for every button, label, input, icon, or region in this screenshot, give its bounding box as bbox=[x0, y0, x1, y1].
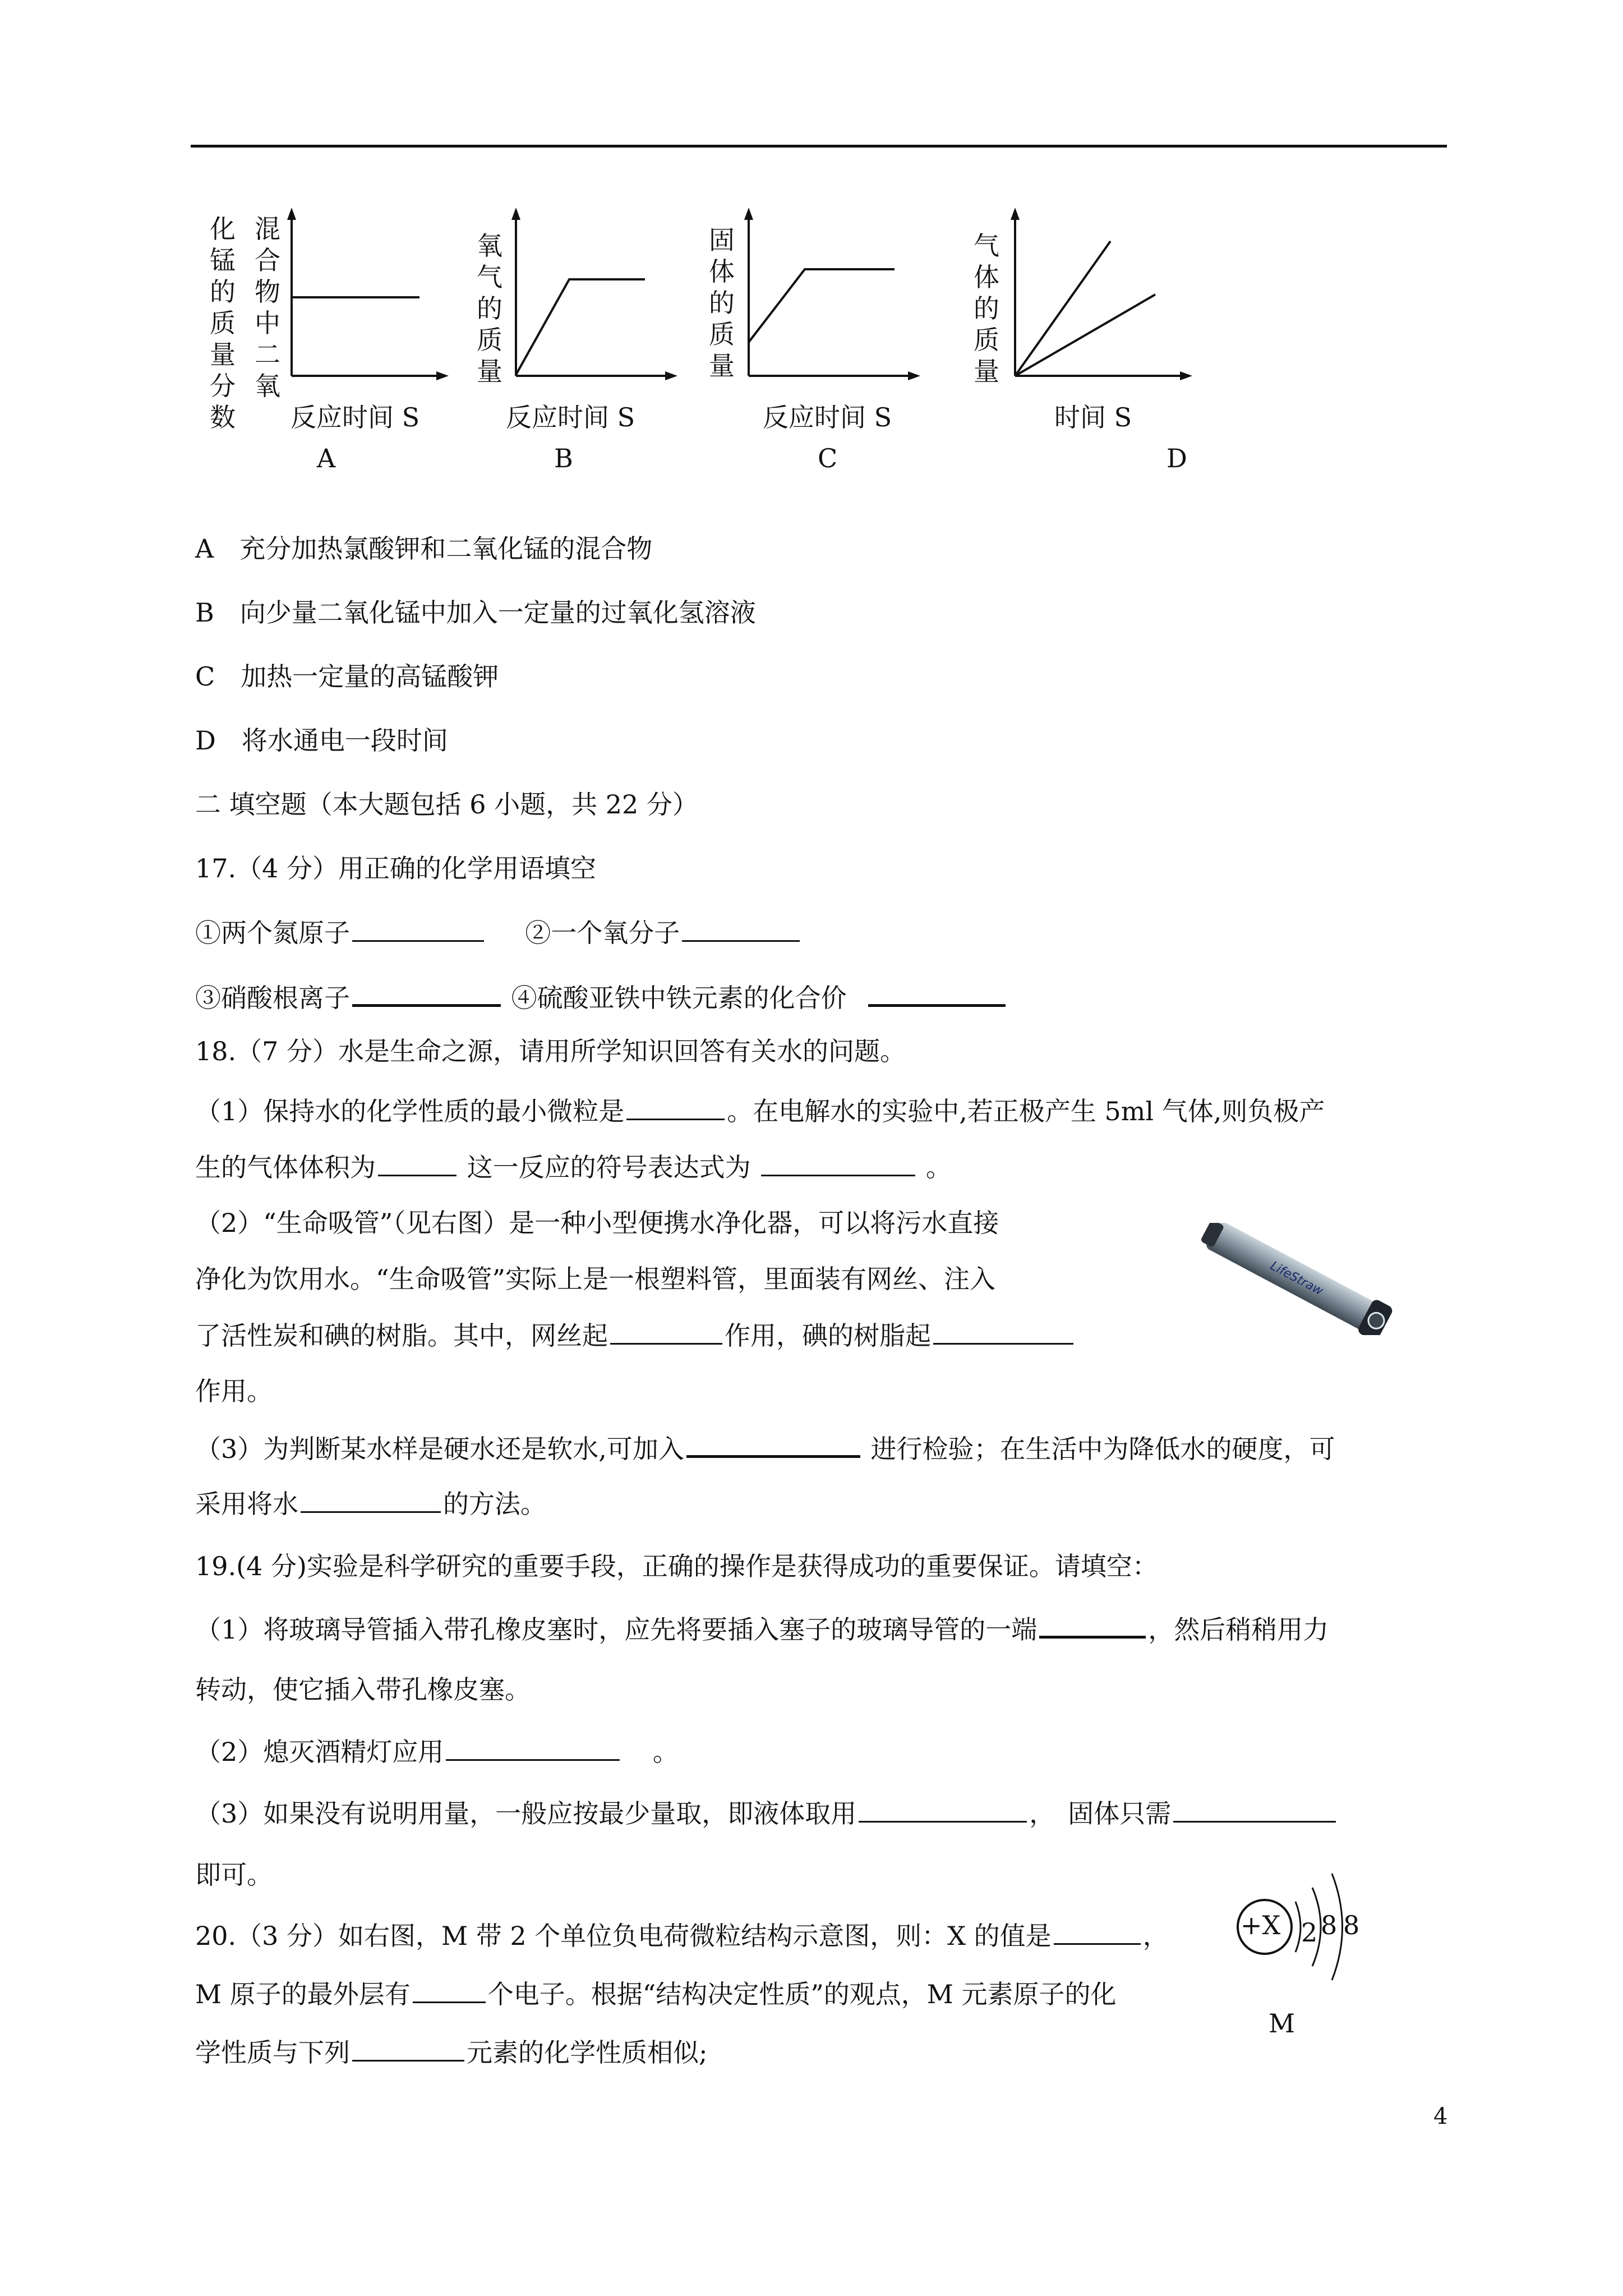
q19-p3a: （3）如果没有说明用量，一般应按最少量取，即液体取用 bbox=[195, 1798, 857, 1829]
q18-p2-line4: 作用。 bbox=[195, 1376, 273, 1406]
lifestraw-brand: LifeStraw bbox=[1267, 1259, 1326, 1299]
graph-c-ylabel: 固体的质量 bbox=[709, 225, 735, 381]
q18-p1d: 这一反应的符号表达式为 bbox=[459, 1152, 751, 1182]
graph-d-ylabel: 气体的质量 bbox=[974, 231, 999, 386]
q17-row1 bbox=[195, 915, 802, 950]
q19-title: 19.(4 分)实验是科学研究的重要手段，正确的操作是获得成功的重要保证。请填空： bbox=[195, 1551, 1158, 1581]
q17-blank2[interactable] bbox=[682, 915, 800, 942]
q20-blank-electrons[interactable] bbox=[413, 1977, 486, 2003]
graph-d-xlabel: 时间 S bbox=[1054, 402, 1132, 432]
graph-c-label: C bbox=[818, 443, 838, 473]
q18-p3-line2 bbox=[195, 1487, 546, 1521]
q19-p3-line2: 即可。 bbox=[195, 1860, 273, 1890]
header-rule bbox=[191, 145, 1447, 148]
q20-p1a: 20.（3 分）如右图，M 带 2 个单位负电荷微粒结构示意图，则：X 的值是 bbox=[195, 1921, 1052, 1951]
q17-title: 17.（4 分）用正确的化学用语填空 bbox=[195, 853, 597, 884]
q18-p2d: 作用，碘的树脂起 bbox=[725, 1320, 931, 1351]
q19-p3b: ， 固体只需 bbox=[1029, 1798, 1172, 1829]
q18-blank-particle[interactable] bbox=[626, 1094, 725, 1120]
q20-p2b: 个电子。根据“结构决定性质”的观点，M 元素原子的化 bbox=[487, 1979, 1117, 2009]
option-b: B 向少量二氧化锰中加入一定量的过氧化氢溶液 bbox=[195, 597, 756, 628]
q18-p1e: 。 bbox=[925, 1152, 952, 1182]
q17-blank1[interactable] bbox=[352, 915, 484, 942]
graph-b-label: B bbox=[554, 443, 573, 473]
atom-shell-3: 8 bbox=[1343, 1910, 1360, 1940]
q18-title: 18.（7 分）水是生命之源，请用所学知识回答有关水的问题。 bbox=[195, 1036, 906, 1066]
q17-item2: ②一个氧分子 bbox=[525, 918, 680, 948]
q20-line2 bbox=[195, 1977, 1117, 2011]
q19-blank-liquid[interactable] bbox=[859, 1796, 1027, 1823]
q18-blank-equation[interactable] bbox=[761, 1150, 915, 1176]
option-a: A 充分加热氯酸钾和二氧化锰的混合物 bbox=[195, 533, 653, 564]
q18-p2c: 了活性炭和碘的树脂。其中，网丝起 bbox=[195, 1320, 608, 1351]
graph-b-plot bbox=[505, 208, 679, 398]
q18-p1-line2 bbox=[195, 1150, 952, 1184]
q18-p2-line2: 净化为饮用水。“生命吸管”实际上是一根塑料管，里面装有网丝、注入 bbox=[195, 1264, 996, 1294]
q18-blank-volume[interactable] bbox=[378, 1150, 457, 1176]
q20-p3a: 学性质与下列 bbox=[195, 2037, 350, 2068]
q18-blank-method[interactable] bbox=[301, 1487, 441, 1513]
q19-p1-line1 bbox=[195, 1611, 1329, 1646]
q19-p1b: ，然后稍稍用力 bbox=[1148, 1614, 1329, 1645]
option-d: D 将水通电一段时间 bbox=[195, 725, 448, 756]
atom-particle-label: M bbox=[1269, 2008, 1295, 2039]
q17-blank4[interactable] bbox=[868, 979, 1006, 1007]
q18-blank-reagent[interactable] bbox=[686, 1430, 860, 1458]
q18-p1c: 生的气体体积为 bbox=[195, 1152, 376, 1182]
q18-p1-line1 bbox=[195, 1094, 1325, 1128]
option-c: C 加热一定量的高锰酸钾 bbox=[195, 661, 499, 692]
q20-p3b: 元素的化学性质相似; bbox=[467, 2037, 708, 2068]
q17-item4: ④硫酸亚铁中铁元素的化合价 bbox=[511, 983, 847, 1013]
graph-d-plot bbox=[1004, 208, 1195, 398]
q19-p3-line1 bbox=[195, 1796, 1338, 1830]
graph-a-ylabel-col2: 混合物中二氧 bbox=[255, 214, 280, 401]
q19-blank-lid[interactable] bbox=[446, 1734, 620, 1761]
q18-p2-line3 bbox=[195, 1318, 1076, 1352]
section-title: 二 填空题（本大题包括 6 小题，共 22 分） bbox=[195, 789, 698, 820]
graph-a-plot bbox=[280, 208, 449, 398]
atom-shell-2: 8 bbox=[1321, 1910, 1338, 1940]
q18-p3d: 的方法。 bbox=[443, 1489, 546, 1519]
q17-item1: ①两个氮原子 bbox=[195, 918, 350, 948]
atom-shell-1: 2 bbox=[1301, 1917, 1318, 1948]
q17-blank3[interactable] bbox=[352, 979, 501, 1007]
q19-p2 bbox=[195, 1734, 679, 1769]
q18-p3b: 进行检验；在生活中为降低水的硬度，可 bbox=[862, 1434, 1335, 1464]
graph-b-ylabel: 氧气的质量 bbox=[477, 231, 502, 386]
q19-p1-line2: 转动，使它插入带孔橡皮塞。 bbox=[195, 1674, 531, 1705]
atom-nucleus: +X bbox=[1241, 1910, 1281, 1940]
graph-a-xlabel: 反应时间 S bbox=[291, 402, 420, 432]
q18-p3a: （3）为判断某水样是硬水还是软水,可加入 bbox=[195, 1434, 684, 1464]
q18-p1b: 。在电解水的实验中,若正极产生 5ml 气体,则负极产 bbox=[727, 1096, 1325, 1126]
q17-item3: ③硝酸根离子 bbox=[195, 983, 350, 1013]
lifestraw-image bbox=[1189, 1223, 1402, 1335]
q19-blank-wet[interactable] bbox=[1039, 1611, 1146, 1639]
graph-a-label: A bbox=[317, 443, 336, 473]
q20-line1 bbox=[195, 1918, 1169, 1953]
q20-p1b: ， bbox=[1142, 1921, 1169, 1951]
q18-blank-resin[interactable] bbox=[933, 1318, 1073, 1345]
q19-blank-solid[interactable] bbox=[1173, 1796, 1336, 1823]
graph-b-xlabel: 反应时间 S bbox=[506, 402, 635, 432]
graph-c-plot bbox=[737, 208, 923, 398]
q20-blank-x[interactable] bbox=[1054, 1918, 1141, 1945]
q18-blank-mesh[interactable] bbox=[610, 1318, 722, 1345]
q18-p2-line1: （2）“生命吸管”（见右图）是一种小型便携水净化器，可以将污水直接 bbox=[195, 1208, 999, 1238]
graph-a-ylabel-col1: 化锰的质量分数 bbox=[210, 214, 236, 432]
q18-p3-line1 bbox=[195, 1430, 1335, 1466]
q20-p2a: M 原子的最外层有 bbox=[195, 1979, 411, 2009]
q19-p2a: （2）熄灭酒精灯应用 bbox=[195, 1737, 444, 1767]
q18-p1a: （1）保持水的化学性质的最小微粒是 bbox=[195, 1096, 625, 1126]
q19-p1a: （1）将玻璃导管插入带孔橡皮塞时，应先将要插入塞子的玻璃导管的一端 bbox=[195, 1614, 1038, 1645]
q19-p2b: 。 bbox=[652, 1737, 679, 1767]
q17-row2 bbox=[195, 979, 1008, 1015]
q20-line3 bbox=[195, 2035, 708, 2069]
graph-d-label: D bbox=[1166, 443, 1187, 473]
q18-p3c: 采用将水 bbox=[195, 1489, 298, 1519]
page-number: 4 bbox=[1433, 2104, 1448, 2129]
q20-blank-element[interactable] bbox=[352, 2035, 464, 2062]
graph-c-xlabel: 反应时间 S bbox=[763, 402, 892, 432]
